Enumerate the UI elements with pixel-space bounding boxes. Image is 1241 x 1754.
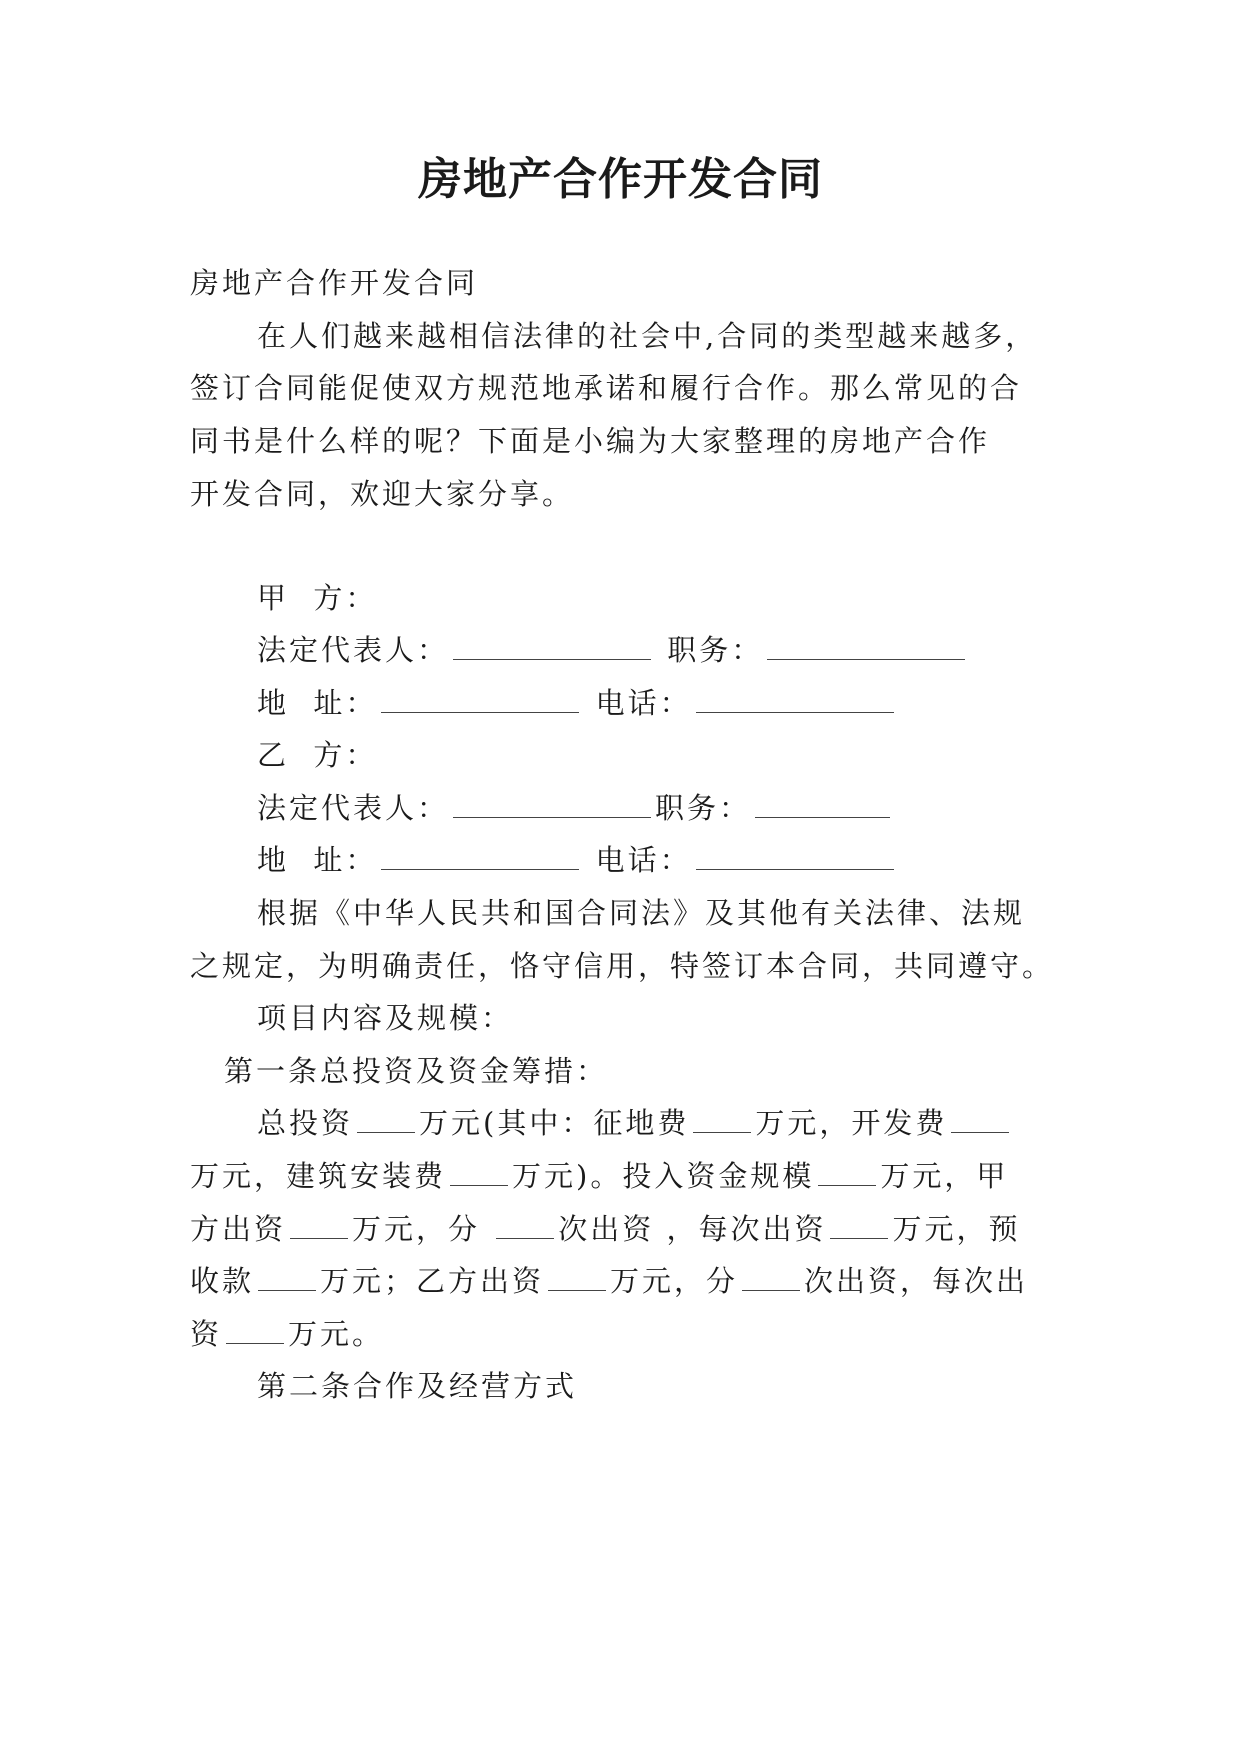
intro-line-4: 开发合同，欢迎大家分享。 xyxy=(190,477,575,511)
land-fee-field[interactable] xyxy=(693,1106,751,1133)
article-1-text: 万元，分 xyxy=(352,1212,493,1246)
article-1-line-5 xyxy=(190,1314,384,1354)
article-1-line-3 xyxy=(190,1209,1020,1249)
party-a-position-field[interactable] xyxy=(767,633,965,660)
article-1-text: 总投资 xyxy=(257,1106,354,1140)
article-1-text: 资 xyxy=(190,1317,223,1351)
article-1-text: 方出资 xyxy=(190,1212,287,1246)
prepayment-field[interactable] xyxy=(258,1264,316,1291)
investment-scale-field[interactable] xyxy=(818,1159,876,1186)
article-1-text: 万元，预 xyxy=(892,1212,1021,1246)
party-a-per-installment-field[interactable] xyxy=(830,1212,888,1239)
article-1-text: 万元，甲 xyxy=(880,1159,1009,1193)
party-a-label: 甲 方： xyxy=(257,581,378,615)
party-a-address-label: 地 址： xyxy=(257,686,378,720)
article-1-text: 收款 xyxy=(190,1264,255,1298)
party-b-per-installment-field[interactable] xyxy=(226,1317,284,1344)
party-b-installments-field[interactable] xyxy=(742,1264,800,1291)
intro-line-1: 在人们越来越相信法律的社会中,合同的类型越来越多， xyxy=(257,319,1038,353)
development-fee-field[interactable] xyxy=(951,1106,1009,1133)
party-a-installments-field[interactable] xyxy=(496,1212,554,1239)
article-1-text: 万元(其中：征地费 xyxy=(419,1106,690,1140)
article-2-heading: 第二条合作及经营方式 xyxy=(257,1369,578,1403)
party-a-rep-field[interactable] xyxy=(453,633,651,660)
article-1-line-2 xyxy=(190,1156,1008,1196)
party-b-position-field[interactable] xyxy=(755,791,890,818)
article-1-text: 次出资 ，每次出资 xyxy=(558,1212,827,1246)
document-title: 房地产合作开发合同 xyxy=(418,154,823,205)
party-b-phone-field[interactable] xyxy=(696,843,894,870)
intro-line-2: 签订合同能促使双方规范地承诺和履行合作。那么常见的合 xyxy=(190,371,1023,405)
party-b-address-row xyxy=(257,840,898,880)
article-1-text: 次出资，每次出 xyxy=(804,1264,1029,1298)
party-b-address-label: 地 址： xyxy=(257,843,378,877)
party-a-position-label: 职务： xyxy=(667,633,764,667)
article-1-line-1 xyxy=(257,1103,1013,1143)
article-1-heading: 第一条总投资及资金筹措： xyxy=(224,1054,609,1088)
party-b-label: 乙 方： xyxy=(257,738,378,772)
project-heading: 项目内容及规模： xyxy=(257,1001,514,1035)
basis-line-1: 根据《中华人民共和国合同法》及其他有关法律、法规 xyxy=(257,896,1026,930)
party-b-address-field[interactable] xyxy=(381,843,579,870)
intro-line-3: 同书是什么样的呢？下面是小编为大家整理的房地产合作 xyxy=(190,424,991,458)
party-a-rep-label: 法定代表人： xyxy=(257,633,450,667)
party-a-rep-row xyxy=(257,630,969,670)
party-a-phone-field[interactable] xyxy=(696,686,894,713)
construction-fee-field[interactable] xyxy=(450,1159,508,1186)
basis-line-2: 之规定，为明确责任，恪守信用，特签订本合同，共同遵守。 xyxy=(190,949,1055,983)
article-1-text: 万元)。投入资金规模 xyxy=(512,1159,815,1193)
party-b-phone-label: 电话： xyxy=(595,843,692,877)
document-subtitle: 房地产合作开发合同 xyxy=(190,266,479,300)
article-1-line-4 xyxy=(190,1261,1028,1301)
article-1-text: 万元，分 xyxy=(610,1264,739,1298)
article-1-text: 万元，开发费 xyxy=(755,1106,948,1140)
article-1-text: 万元；乙方出资 xyxy=(320,1264,545,1298)
party-a-address-field[interactable] xyxy=(381,686,579,713)
party-b-rep-label: 法定代表人： xyxy=(257,791,450,825)
total-investment-field[interactable] xyxy=(357,1106,415,1133)
party-a-address-row xyxy=(257,683,898,723)
party-b-rep-row xyxy=(257,788,894,828)
party-b-position-label: 职务： xyxy=(655,791,752,825)
article-1-text: 万元。 xyxy=(288,1317,385,1351)
party-a-phone-label: 电话： xyxy=(595,686,692,720)
article-1-text: 万元，建筑安装费 xyxy=(190,1159,447,1193)
party-a-contribution-field[interactable] xyxy=(290,1212,348,1239)
party-b-rep-field[interactable] xyxy=(453,791,651,818)
party-b-contribution-field[interactable] xyxy=(548,1264,606,1291)
